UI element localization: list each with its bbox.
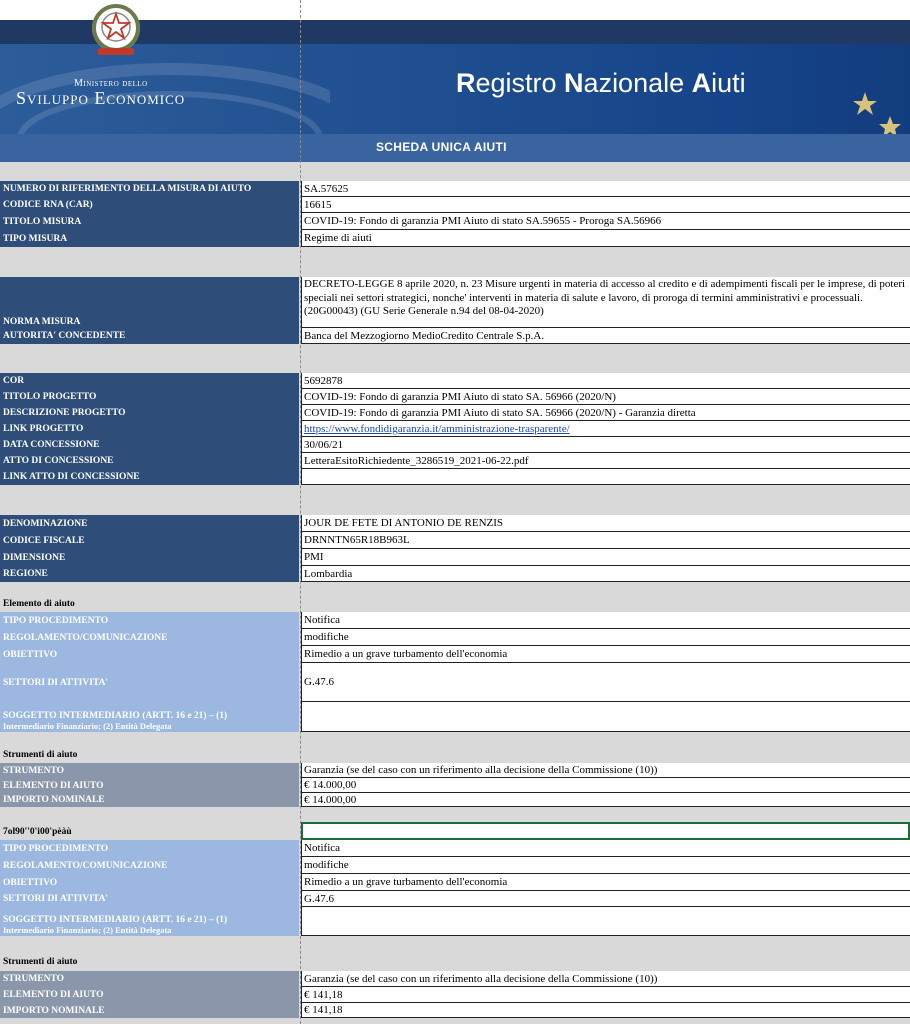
row-section-elemento-2 [0,822,910,840]
cell-label: IMPORTO NOMINALE [0,793,299,807]
cell-label: TIPO PROCEDIMENTO [0,612,299,629]
cell-label: REGIONE [0,566,299,582]
cell-value[interactable]: Garanzia (se del caso con un riferimento alla decisione della Commissione (10)) [301,971,910,987]
sheet-title: SCHEDA UNICA AIUTI [376,140,507,154]
row-strumento [0,971,910,987]
row-regolamento [0,857,910,874]
cell-value[interactable]: € 14.000,00 [301,793,910,807]
row-link-progetto [0,421,910,437]
registry-title-letter: R [456,68,476,98]
cell-value[interactable]: Rimedio a un grave turbamento dell'economia [301,874,910,891]
row-atto-concessione [0,453,910,469]
cell-label: ELEMENTO DI AIUTO [0,987,299,1003]
row-numero [0,181,910,197]
cell-value[interactable]: COVID-19: Fondo di garanzia PMI Aiuto di stato SA. 56966 (2020/N) [301,389,910,405]
cell-value[interactable] [301,907,910,936]
soggetto-sublabel: Intermediario Finanziario; (2) Entità Delegata [3,925,172,935]
section-strumenti-di-aiuto: Strumenti di aiuto [3,957,78,967]
cell-label: SETTORI DI ATTIVITA' [0,663,299,702]
eu-stars-icon [820,88,910,134]
cell-label: TITOLO MISURA [0,213,299,230]
italian-republic-emblem-icon [84,0,148,62]
cell-value[interactable]: COVID-19: Fondo di garanzia PMI Aiuto di stato SA.59655 - Proroga SA.56966 [301,213,910,230]
row-descrizione-progetto [0,405,910,421]
row-link-atto [0,469,910,485]
section-elemento-di-aiuto: Elemento di aiuto [3,599,75,609]
cell-label: OBIETTIVO [0,874,299,891]
row-tipo-procedimento [0,840,910,857]
cell-value[interactable]: Rimedio a un grave turbamento dell'economia [301,646,910,663]
section-elemento-2-heading[interactable]: 7ol90''0'i00'pèàù [3,827,72,837]
row-autorita [0,328,910,344]
cell-label: REGOLAMENTO/COMUNICAZIONE [0,629,299,646]
cell-label: AUTORITA' CONCEDENTE [0,328,299,344]
cell-value[interactable]: € 141,18 [301,987,910,1003]
row-data-concessione [0,437,910,453]
cell-label: TIPO MISURA [0,230,299,247]
cell-value[interactable]: PMI [301,549,910,566]
cell-label: TITOLO PROGETTO [0,389,299,405]
row-importo-nominale [0,1003,910,1018]
registry-title [456,68,746,99]
row-elemento-aiuto [0,987,910,1003]
cell-value[interactable]: 30/06/21 [301,437,910,453]
cell-label: OBIETTIVO [0,646,299,663]
row-regolamento [0,629,910,646]
cell-value[interactable]: COVID-19: Fondo di garanzia PMI Aiuto di stato SA. 56966 (2020/N) - Garanzia diretta [301,405,910,421]
cell-label: SETTORI DI ATTIVITA' [0,891,299,907]
selected-cell[interactable] [301,822,910,840]
row-settori [0,663,910,702]
cell-label: NUMERO DI RIFERIMENTO DELLA MISURA DI AIUTO [0,181,299,197]
cell-label: LINK ATTO DI CONCESSIONE [0,469,299,485]
row-obiettivo [0,874,910,891]
row-tipo-misura [0,230,910,247]
cell-value[interactable]: Garanzia (se del caso con un riferimento alla decisione della Commissione (10)) [301,763,910,778]
row-norma [0,277,910,328]
cell-label: STRUMENTO [0,971,299,987]
cell-value[interactable]: G.47.6 [301,891,910,907]
cell-value[interactable]: modifiche [301,857,910,874]
row-soggetto-intermediario [0,907,910,936]
row-car [0,197,910,213]
sheet-title-bar [0,134,910,162]
cell-label: DIMENSIONE [0,549,299,566]
row-settori [0,891,910,907]
row-soggetto-intermediario [0,702,910,732]
cell-value[interactable]: DECRETO-LEGGE 8 aprile 2020, n. 23 Misure urgenti in materia di accesso al credito e di adempimenti fiscali per le imprese, di poteri speciali nei settori strategici, nonche' interventi in materia di salute e lavoro, di proroga di termini amministrativi e processuali. (20G00043) (GU Serie Generale n.94 del 08-04-2020) [301,277,910,328]
ministry-line1: Ministero dello [74,78,148,89]
soggetto-label: SOGGETTO INTERMEDIARIO (ARTT. 16 e 21) – (1) [3,915,228,925]
soggetto-label: SOGGETTO INTERMEDIARIO (ARTT. 16 e 21) – (1) [3,711,228,721]
cell-value[interactable]: Lombardia [301,566,910,582]
cell-value[interactable] [301,469,910,485]
cell-value[interactable]: 5692878 [301,373,910,389]
cell-label [0,702,299,732]
cell-value[interactable] [301,702,910,732]
row-titolo-misura [0,213,910,230]
cell-value[interactable]: Notifica [301,840,910,857]
cell-value[interactable]: Notifica [301,612,910,629]
cell-value[interactable]: DRNNTN65R18B963L [301,532,910,549]
row-codice-fiscale [0,532,910,549]
row-elemento-aiuto [0,778,910,793]
row-denominazione [0,515,910,532]
registry-title-letter: A [691,68,712,98]
ministry-logo-text [16,78,185,107]
cell-value[interactable]: G.47.6 [301,663,910,702]
row-regione [0,566,910,582]
cell-value[interactable]: LetteraEsitoRichiedente_3286519_2021-06-22.pdf [301,453,910,469]
cell-value[interactable]: 16615 [301,197,910,213]
section-strumenti-di-aiuto: Strumenti di aiuto [3,750,78,760]
cell-label: NORMA MISURA [0,277,299,328]
cell-label: LINK PROGETTO [0,421,299,437]
cell-value[interactable]: € 14.000,00 [301,778,910,793]
registry-title-word: iuti [711,68,746,98]
row-tipo-procedimento [0,612,910,629]
cell-label: ELEMENTO DI AIUTO [0,778,299,793]
row-titolo-progetto [0,389,910,405]
cell-label [0,907,299,936]
cell-label: IMPORTO NOMINALE [0,1003,299,1018]
ministry-line2: Sviluppo Economico [16,88,186,108]
cell-label: DESCRIZIONE PROGETTO [0,405,299,421]
cell-value[interactable]: Banca del Mezzogiorno MedioCredito Centrale S.p.A. [301,328,910,344]
row-cor [0,373,910,389]
cell-label: CODICE RNA (CAR) [0,197,299,213]
cell-label: ATTO DI CONCESSIONE [0,453,299,469]
cell-value[interactable]: € 141,18 [301,1003,910,1018]
cell-label: CODICE FISCALE [0,532,299,549]
cell-label: TIPO PROCEDIMENTO [0,840,299,857]
page-break-line [300,0,301,1024]
cell-value[interactable]: SA.57625 [301,181,910,197]
registry-title-word: egistro [475,68,565,98]
project-link[interactable]: https://www.fondidigaranzia.it/amministrazione-trasparente/ [301,421,910,437]
cell-label: DATA CONCESSIONE [0,437,299,453]
cell-label: STRUMENTO [0,763,299,778]
cell-value[interactable]: JOUR DE FETE DI ANTONIO DE RENZIS [301,515,910,532]
cell-label: DENOMINAZIONE [0,515,299,532]
cell-label: COR [0,373,299,389]
cell-label: REGOLAMENTO/COMUNICAZIONE [0,857,299,874]
row-importo-nominale [0,793,910,807]
cell-value[interactable]: modifiche [301,629,910,646]
registry-title-letter: N [564,68,584,98]
row-obiettivo [0,646,910,663]
registry-title-word: azionale [583,68,692,98]
soggetto-sublabel: Intermediario Finanziario; (2) Entità Delegata [3,721,172,731]
row-dimensione [0,549,910,566]
row-strumento [0,763,910,778]
cell-value[interactable]: Regime di aiuti [301,230,910,247]
